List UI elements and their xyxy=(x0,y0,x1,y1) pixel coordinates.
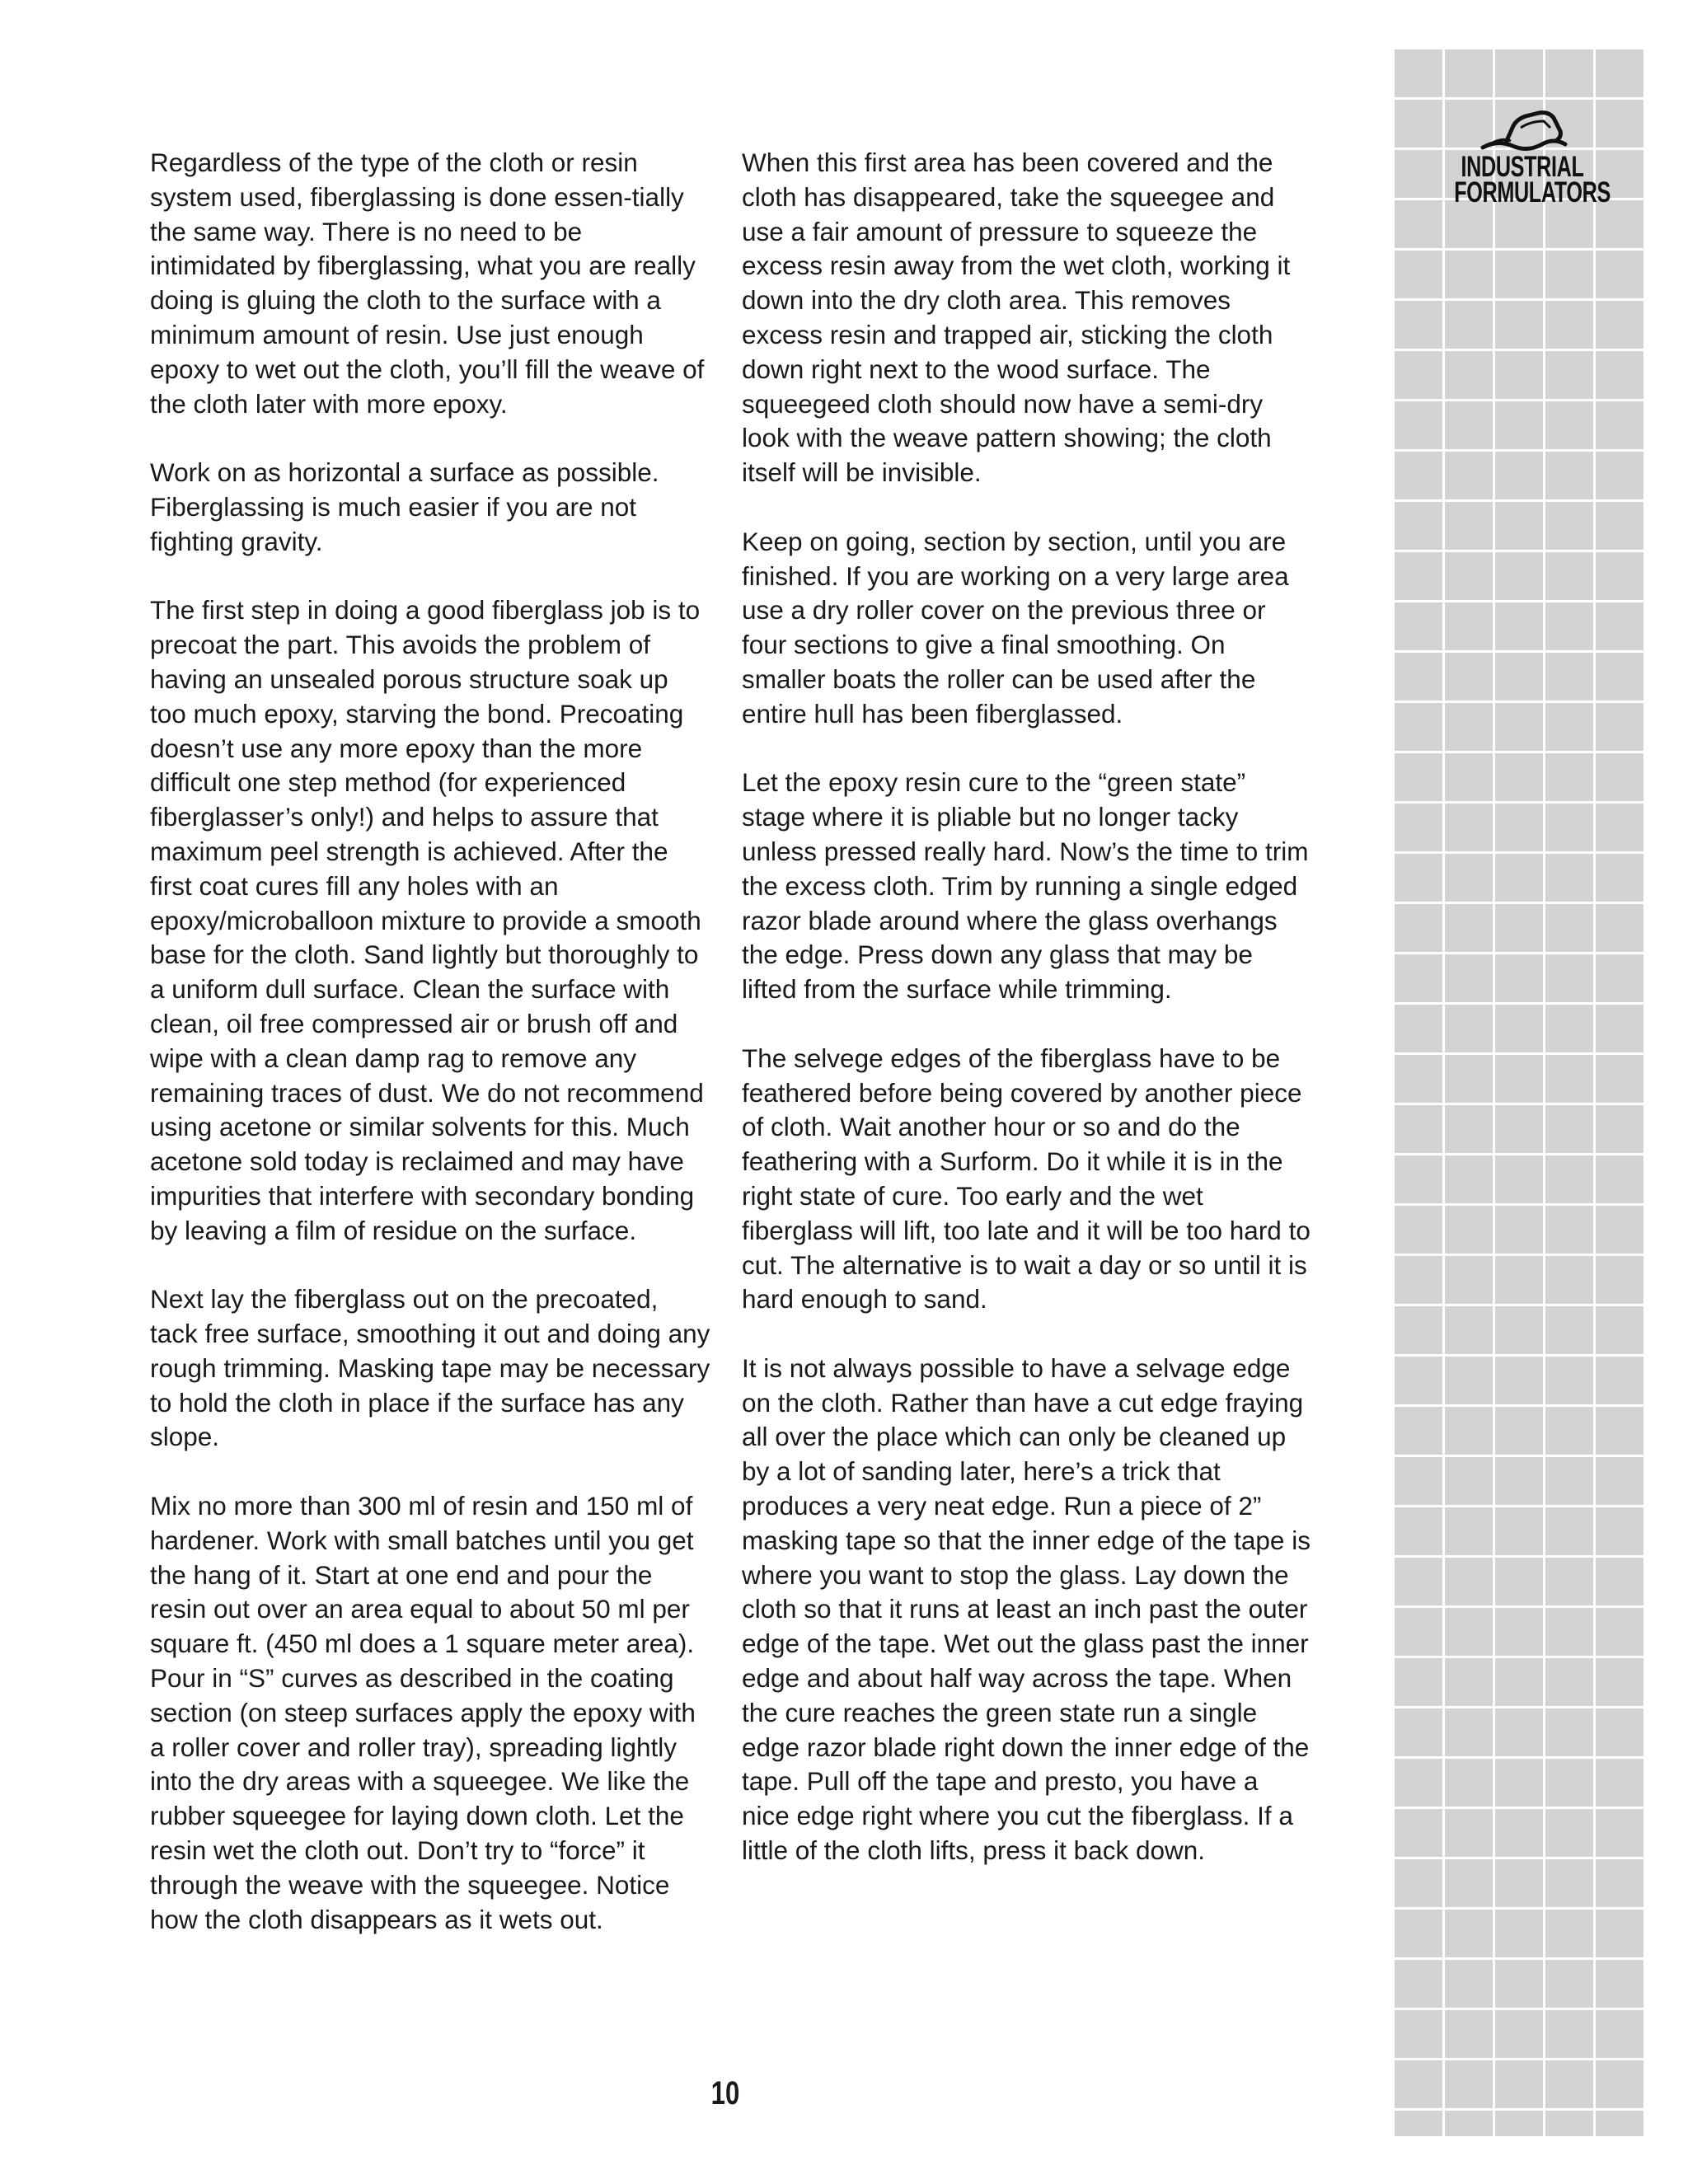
paragraph: The first step in doing a good fiberglass job is to precoat the part. This avoids the problem of having an unsealed porous structure soak up too much epoxy, starving the bond. Precoating doesn’t use any more epoxy than the more difficult one step method (for experienced fiberglasser’s only!) and helps to assure that maximum peel strength is achieved. After the first coat cures fill any holes with an epoxy/microballoon mixture to provide a smooth base for the cloth. Sand lightly but thoroughly to a uniform dull surface. Clean the surface with clean, oil free compressed air or brush off and wipe with a clean damp rag to remove any remaining traces of dust. We do not recommend using acetone or similar solvents for this. Much acetone sold today is reclaimed and may have impurities that interfere with secondary bonding by leaving a film of residue on the surface. xyxy=(150,595,704,1245)
paragraph: Keep on going, section by section, until you are finished. If you are working on a very large area use a dry roller cover on the previous three or four sections to give a final smoothing. On smaller boats the roller can be used after the entire hull has been fiberglassed. xyxy=(742,526,1289,729)
paragraph: Regardless of the type of the cloth or resin system used, fiberglassing is done essen-tially the same way. There is no need to be intimidated by fiberglassing, what you are really doing is gluing the cloth to the surface with a minimum amount of resin. Use just enough epoxy to wet out the cloth, you’ll fill the weave of the cloth later with more epoxy. xyxy=(150,148,705,419)
paragraph: Next lay the fiberglass out on the precoated, tack free surface, smoothing it out and doing any rough trimming. Masking tape may be necessary to hold the cloth in place if the surface has any slope. xyxy=(150,1284,710,1452)
right-text-column xyxy=(742,146,1311,1868)
paragraph: Let the epoxy resin cure to the “green state” stage where it is pliable but no longer tacky unless pressed really hard. Now’s the time to trim the excess cloth. Trim by running a single edged razor blade around where the glass overhangs the edge. Press down any glass that may be lifted from the surface while trimming. xyxy=(742,767,1309,1005)
paragraph: Mix no more than 300 ml of resin and 150 ml of hardener. Work with small batches until you get the hang of it. Start at one end and pour the resin out over an area equal to about 50 ml per square ft. (450 ml does a 1 square meter area). Pour in “S” curves as described in the coating section (on steep surfaces apply the epoxy with a roller cover and roller tray), spreading lightly into the dry areas with a squeegee. We like the rubber squeegee for laying down cloth. Let the resin wet the cloth out. Don’t try to “force” it through the weave with the squeegee. Notice how the cloth disappears as it wets out. xyxy=(150,1491,696,1934)
paragraph: Work on as horizontal a surface as possible. Fiberglassing is much easier if you are not fighting gravity. xyxy=(150,457,659,556)
page-number: 10 xyxy=(710,2075,740,2111)
boat-on-wave-icon xyxy=(1473,103,1572,154)
paragraph: When this first area has been covered and the cloth has disappeared, take the squeegee and use a fair amount of pressure to squeeze the excess resin away from the wet cloth, working it down into the dry cloth area. This removes excess resin and trapped air, sticking the cloth down right next to the wood surface. The squeegeed cloth should now have a semi-dry look with the weave pattern showing; the cloth itself will be invisible. xyxy=(742,148,1291,488)
paragraph: The selvege edges of the fiberglass have to be feathered before being covered by another piece of cloth. Wait another hour or so and do the feathering with a Surform. Do it while it is in the right state of cure. Too early and the wet fiberglass will lift, too late and it will be too hard to cut. The alternative is to wait a day or so until it is hard enough to sand. xyxy=(742,1043,1311,1315)
brand-logo xyxy=(1428,103,1617,209)
grid-side-panel xyxy=(1395,49,1643,2136)
left-text-column xyxy=(150,146,710,1937)
brand-name-line1: INDUSTRIAL xyxy=(1461,151,1584,183)
brand-name-line2: FORMULATORS xyxy=(1454,176,1611,209)
paragraph: It is not always possible to have a selvage edge on the cloth. Rather than have a cut edge fraying all over the place which can only be cleaned up by a lot of sanding later, here’s a trick that produces a very neat edge. Run a piece of 2” masking tape so that the inner edge of the tape is where you want to stop the glass. Lay down the cloth so that it runs at least an inch past the outer edge of the tape. Wet out the glass past the inner edge and about half way across the tape. When the cure reaches the green state run a single edge razor blade right down the inner edge of the tape. Pull off the tape and presto, you have a nice edge right where you cut the fiberglass. If a little of the cloth lifts, press it back down. xyxy=(742,1352,1311,1866)
